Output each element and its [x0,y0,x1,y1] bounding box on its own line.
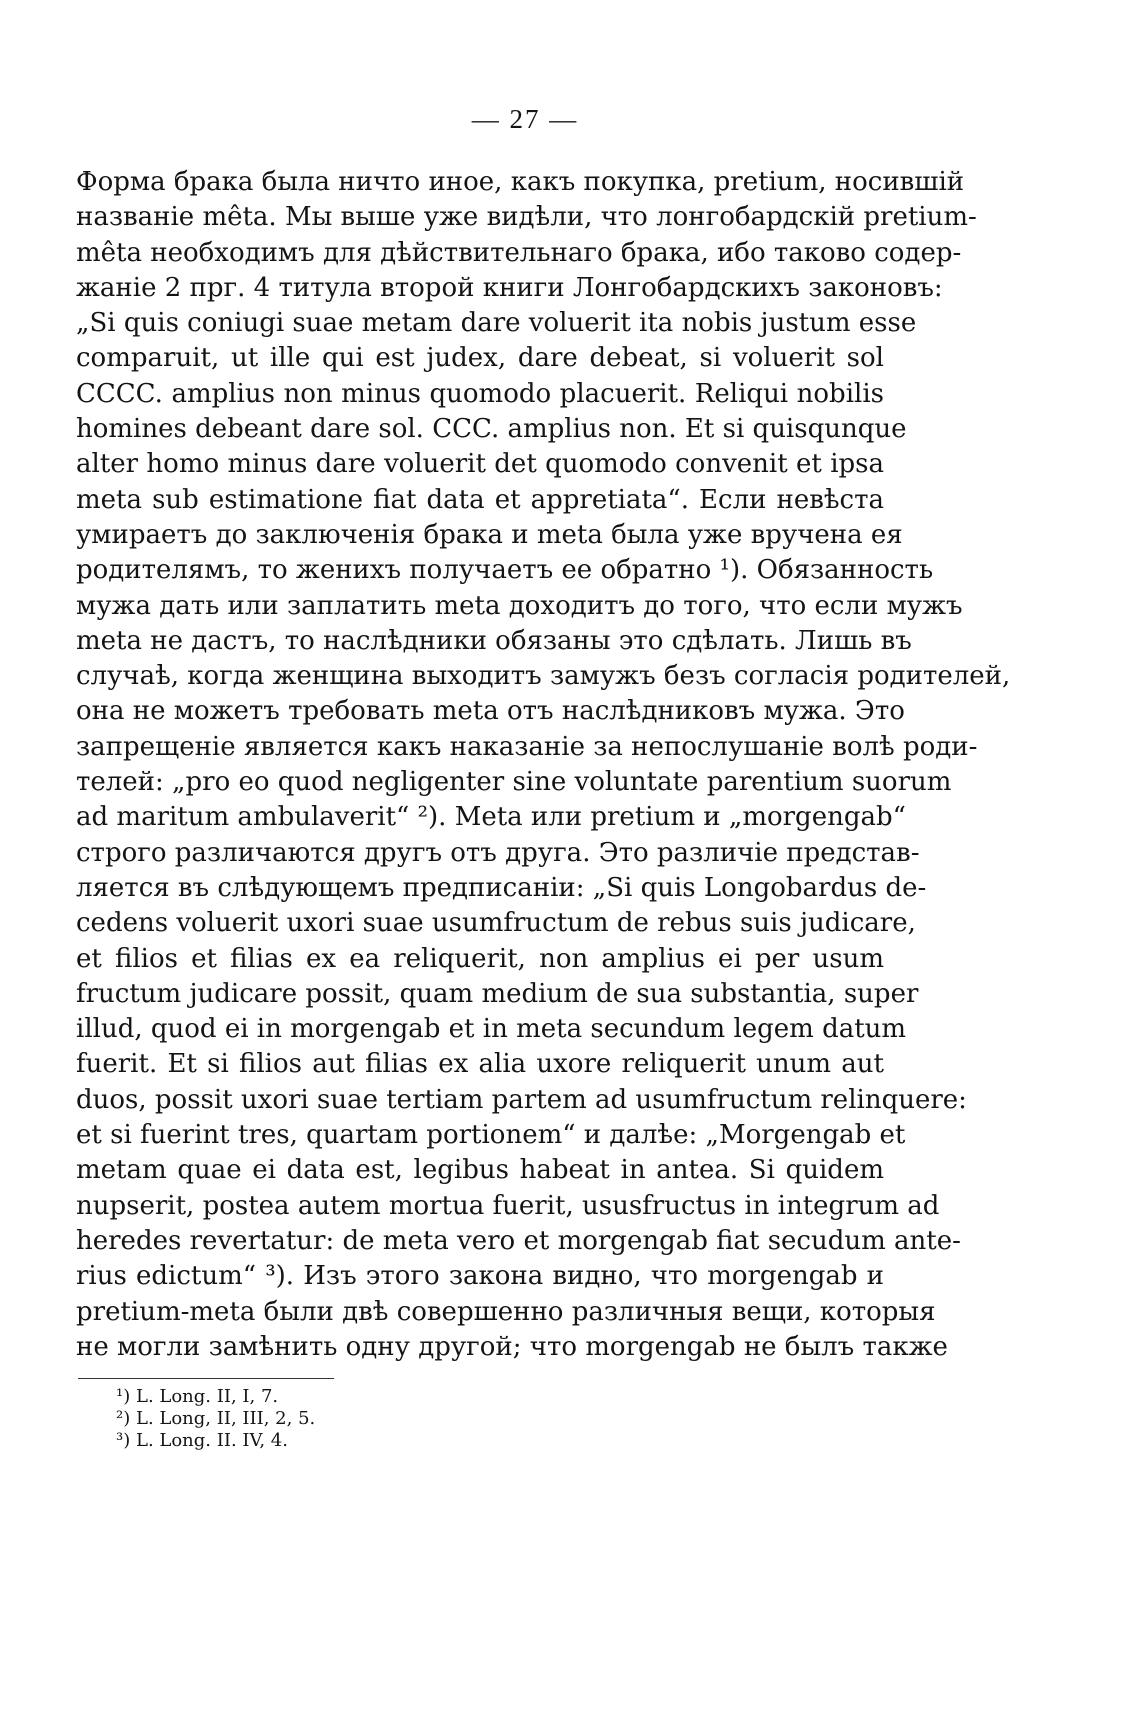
text-line: строго различаются другъ отъ друга. Это различіе представ- [76,837,920,868]
text-line: запрещеніе является какъ наказаніе за непослушаніе волѣ роди- [76,731,978,762]
footnote-mark: ²) [116,1408,131,1429]
footnote-3 [116,1430,315,1452]
footnotes [116,1386,315,1452]
text-line: et filios et filias ex ea reliquerit, non amplius ei per usum [76,943,884,974]
footnote-1 [116,1386,315,1408]
text-line: pretium-meta были двѣ совершенно различныя вещи, которыя [76,1296,936,1327]
text-line: fructum judicare possit, quam medium de sua substantia, super [76,978,919,1009]
text-line: nupserit, postea autem mortua fuerit, ususfructus in integrum ad [76,1190,940,1221]
text-line: mêta необходимъ для дѣйствительнаго брака, ибо таково содер- [76,237,962,268]
text-line: heredes revertatur: de meta vero et morgengab fiat secudum ante- [76,1225,961,1256]
text-line: ad maritum ambulaverit“ ²). Meta или pretium и „morgengab“ [76,802,906,833]
text-line: metam quae ei data est, legibus habeat in antea. Si quidem [76,1155,884,1186]
text-line: родителямъ, то женихъ получаетъ ее обратно ¹). Обязанность [76,555,934,586]
text-line: meta sub estimatione fiat data et appretiata“. Если невѣста [76,484,884,515]
footnote-mark: ¹) [116,1386,131,1407]
text-line: названіе mêta. Мы выше уже видѣли, что лонгобардскій pretium- [76,202,977,233]
text-line: Форма брака была ничто иное, какъ покупка, pretium, носившій [76,167,965,197]
text-line: случаѣ, когда женщина выходитъ замужъ безъ согласія родителей, [76,661,1011,692]
text-line: rius edictum“ ³). Изъ этого закона видно, что morgengab и [76,1261,884,1292]
text-line: fuerit. Et si filios aut filias ex alia uxore reliquerit unum aut [76,1049,884,1080]
text-line: illud, quod ei in morgengab et in meta secundum legem datum [76,1014,907,1045]
text-line: comparuit, ut ille qui est judex, dare debeat, si voluerit sol [76,343,884,374]
text-line: она не можетъ требовать meta отъ наслѣдниковъ мужа. Это [76,696,905,727]
text-line: CCCC. amplius non minus quomodo placuerit. Reliqui nobilis [76,378,884,409]
footnote-divider [78,1378,334,1379]
text-line: duos, possit uxori suae tertiam partem ad usumfructum relinquere: [76,1084,967,1115]
text-line: умираетъ до заключенія брака и meta была уже вручена ея [76,519,903,550]
footnote-text: L. Long, II, III, 2, 5. [135,1408,316,1429]
text-line: жаніе 2 прг. 4 титула второй книги Лонгобардскихъ законовъ: [76,272,943,303]
footnote-mark: ³) [116,1430,131,1451]
text-line: не могли замѣнить одну другой; что morgengab не былъ также [76,1331,948,1362]
text-line: телей: „pro eo quod negligenter sine voluntate parentium suorum [76,767,952,798]
text-line: homines debeant dare sol. CCC. amplius non. Et si quisqunque [76,414,907,445]
text-line: cedens voluerit uxori suae usumfructum de rebus suis judicare, [76,908,916,939]
footnote-text: L. Long. II, I, 7. [135,1386,279,1407]
footnote-text: L. Long. II. IV, 4. [135,1430,288,1451]
text-line: ляется въ слѣдующемъ предписаніи: „Si quis Longobardus de- [76,872,927,903]
text-line: мужа дать или заплатить meta доходитъ до того, что если мужъ [76,590,963,621]
page-number: — 27 — [471,104,579,134]
text-line: meta не дастъ, то наслѣдники обязаны это сдѣлать. Лишь въ [76,625,912,656]
text-line: et si fuerint tres, quartam portionem“ и далѣе: „Morgengab et [76,1120,906,1151]
text-line: „Si quis coniugi suae metam dare voluerit ita nobis justum esse [76,308,917,339]
footnote-2 [116,1408,315,1430]
body-text [76,165,1011,1365]
text-line: alter homo minus dare voluerit det quomodo convenit et ipsa [76,449,884,480]
